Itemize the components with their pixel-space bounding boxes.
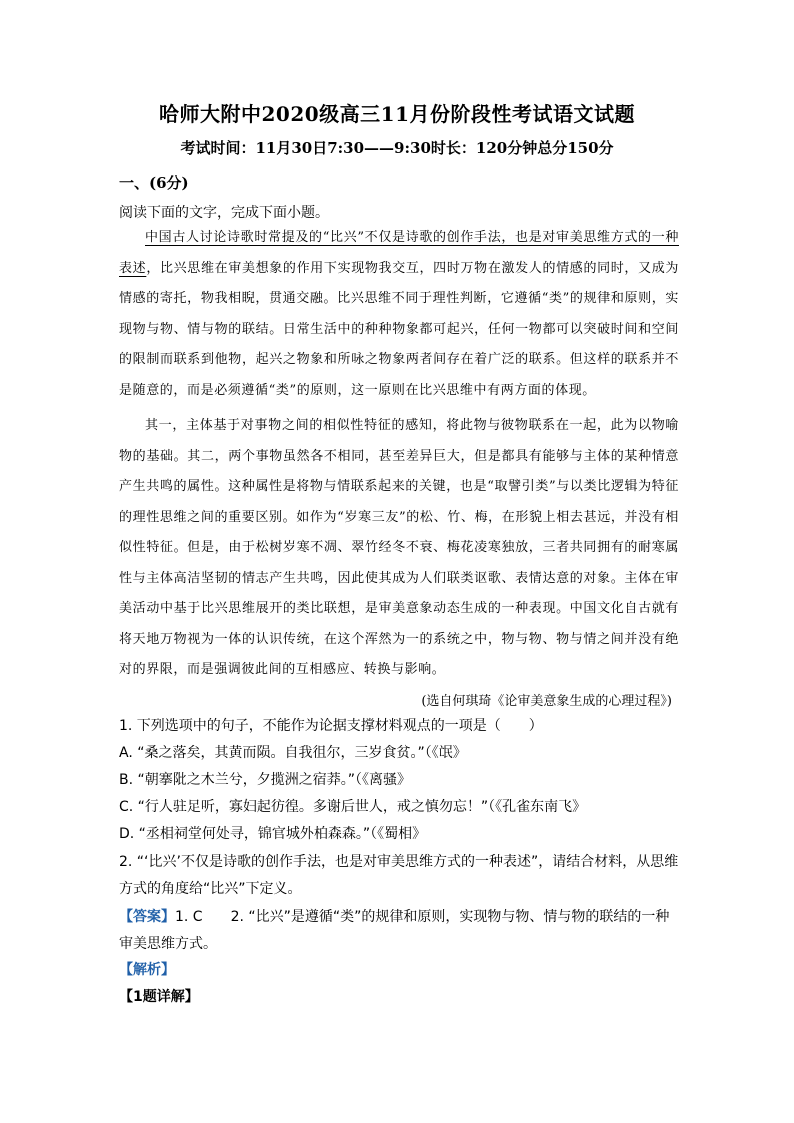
passage-paragraph-1 bbox=[119, 223, 679, 406]
option-d: D. “丞相祠堂何处寻，锦官城外柏森森。”（《蜀相》 bbox=[119, 826, 427, 842]
option-c: C. “行人驻足听，寡妇起彷徨。多谢后世人，戒之慎勿忘！”（《孔雀东南飞》 bbox=[119, 799, 587, 815]
reading-instruction: 阅读下面的文字，完成下面小题。 bbox=[119, 205, 329, 221]
analysis-tag: 【解析】 bbox=[119, 962, 175, 978]
option-b: B. “朝搴阰之木兰兮，夕揽洲之宿莽。”（《离骚》 bbox=[119, 772, 412, 788]
analysis-heading bbox=[119, 957, 679, 984]
answer-tag: 【答案】 bbox=[119, 909, 175, 925]
question-2: 2. “‘比兴’不仅是诗歌的创作手法，也是对审美思维方式的一种表述”，请结合材料，从思维方式的角度给“比兴”下定义。 bbox=[119, 854, 679, 897]
question-1: 1. 下列选项中的句子，不能作为论据支撑材料观点的一项是（ ） bbox=[119, 718, 543, 734]
exam-info: 考试时间：11月30日7:30——9:30时长：120分钟总分150分 bbox=[180, 139, 614, 157]
answer-block bbox=[119, 904, 679, 958]
passage-paragraph-2: 其一，主体基于对事物之间的相似性特征的感知，将此物与彼物联系在一起，此为以物喻物的基础。其二，两个事物虽然各不相同，甚至差异巨大，但是都具有能够与主体的某种情意产生共鸣的属性。这种属性是将物与情联系起来的关键，也是“取譬引类”与以类比逻辑为特征的理性思维之间的重要区别。如作为“岁寒三友”的松、竹、梅，在形貌上相去甚远，并没有相似性特征。但是，由于松树岁寒不凋、翠竹经冬不衰、梅花凌寒独放，三者共同拥有的耐寒属性与主体高洁坚韧的情志产生共鸣，因此使其成为人们联类讴歌、表情达意的对象。主体在审美活动中基于比兴思维展开的类比联想，是审美意象动态生成的一种表现。中国文化自古就有将天地万物视为一体的认识传统，在这个浑然为一的系统之中，物与物、物与情之间并没有绝对的界限，而是强调彼此间的互相感应、转换与影响。 bbox=[119, 418, 679, 677]
detail-heading: 【1题详解】 bbox=[119, 989, 199, 1005]
page-title: 哈师大附中2020级高三11月份阶段性考试语文试题 bbox=[159, 102, 635, 126]
answer-text: 1. C 2. “比兴”是遵循“类”的规律和原则，实现物与物、情与物的联结的一种审美思维方式。 bbox=[119, 909, 670, 952]
paragraph-1-rest: ，比兴思维在审美想象的作用下实现物我交互，四时万物在激发人的情感的同时，又成为情感的寄托，物我相睨，贯通交融。比兴思维不同于理性判断，它遵循“类”的规律和原则，实现物与物、情与物的联结。日常生活中的种种物象都可起兴，任何一物都可以突破时间和空间的限制而联系到他物，起兴之物象和所咏之物象两者间存在着广泛的联系。但这样的联系并不是随意的，而是必须遵循“类”的原则，这一原则在比兴思维中有两方面的体现。 bbox=[119, 260, 679, 398]
section-heading: 一、(6分) bbox=[119, 174, 189, 192]
passage-source: (选自何琪琦《论审美意象生成的心理过程》) bbox=[421, 694, 672, 709]
underlined-sentence: 中国古人讨论诗歌时常提及的“比兴”不仅是诗歌的创作手法，也是对审美思维方式的一种表述 bbox=[119, 230, 679, 276]
option-a: A. “桑之落矣，其黄而陨。自我徂尔，三岁食贫。”（《氓》 bbox=[119, 745, 467, 761]
